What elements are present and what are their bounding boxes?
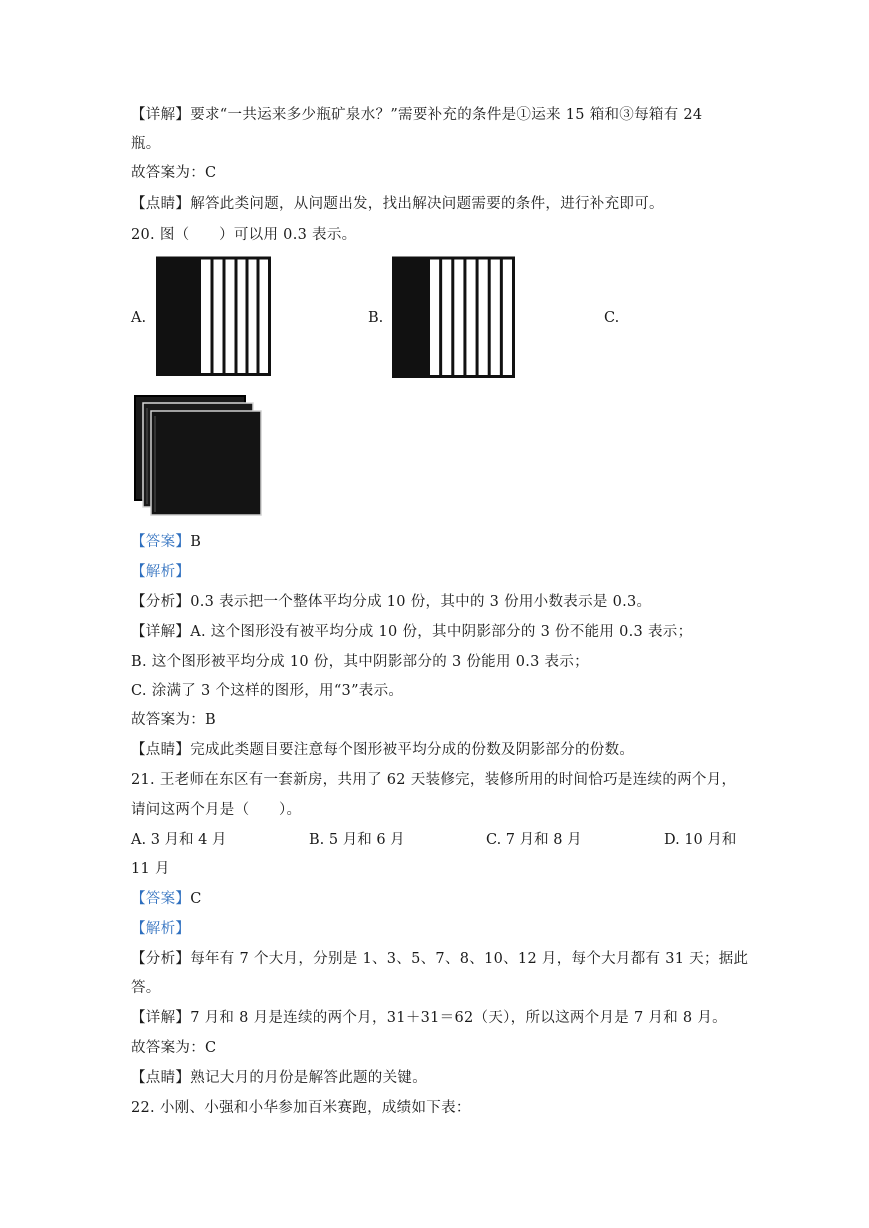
question-22: 22. 小刚、小强和小华参加百米赛跑，成绩如下表：	[131, 1100, 471, 1116]
q19-detail-wrap: 瓶。	[131, 136, 161, 152]
q20-final-answer: 故答案为：B	[131, 712, 216, 728]
q20-detail-c: C. 涂满了 3 个这样的图形，用“3”表示。	[131, 683, 404, 699]
tip-tag: 【点睛】	[131, 196, 191, 212]
q20-detail-line	[131, 622, 692, 642]
q20-analysis-tag: 【解析】	[131, 564, 191, 580]
q19-detail-line	[131, 105, 702, 125]
option-c-label: C.	[604, 310, 620, 326]
figure-b-strip-lines	[429, 258, 502, 376]
q20-tip-line	[131, 740, 634, 760]
detail-tag: 【详解】	[131, 107, 191, 123]
q21-tip-line	[131, 1068, 427, 1088]
detail-text: 7 月和 8 月是连续的两个月，31＋31＝62（天），所以这两个月是 7 月和 8 月。	[190, 1010, 727, 1026]
figure-c-square-3	[151, 411, 261, 515]
q21-fenxi-line	[131, 949, 748, 969]
q21-option-d: D. 10 月和	[664, 832, 737, 848]
figure-b	[392, 256, 516, 378]
figure-a	[156, 256, 272, 376]
detail-text: A. 这个图形没有被平均分成 10 份，其中阴影部分的 3 份不能用 0.3 表示；	[190, 624, 693, 640]
q19-final-answer: 故答案为：C	[131, 165, 217, 181]
figure-b-shaded	[393, 258, 428, 377]
question-20: 20. 图（ ）可以用 0.3 表示。	[131, 227, 357, 243]
q19-tip-line	[131, 194, 664, 214]
fenxi-text: 0.3 表示把一个整体平均分成 10 份，其中的 3 份用小数表示是 0.3。	[190, 594, 652, 610]
answer-value: C	[190, 891, 202, 907]
fenxi-text: 每年有 7 个大月，分别是 1、3、5、7、8、10、12 月，每个大月都有 31 天；据此	[190, 951, 749, 967]
q20-detail-b: B. 这个图形被平均分成 10 份，其中阴影部分的 3 份能用 0.3 表示；	[131, 654, 589, 670]
detail-tag: 【详解】	[131, 624, 191, 640]
fenxi-tag: 【分析】	[131, 594, 191, 610]
q21-option-d-wrap: 11 月	[131, 861, 170, 877]
option-b-label: B.	[368, 310, 384, 326]
q21-analysis-tag: 【解析】	[131, 921, 191, 937]
q21-answer-line	[131, 889, 202, 909]
question-21-line-1: 21. 王老师在东区有一套新房，共用了 62 天装修完，装修所用的时间恰巧是连续的两个月，	[131, 772, 737, 788]
tip-tag: 【点睛】	[131, 1070, 191, 1086]
q20-answer-line	[131, 532, 201, 552]
answer-tag: 【答案】	[131, 891, 191, 907]
tip-text: 熟记大月的月份是解答此题的关键。	[190, 1070, 428, 1086]
q21-option-b: B. 5 月和 6 月	[309, 832, 405, 848]
figure-c	[133, 394, 263, 518]
fenxi-tag: 【分析】	[131, 951, 191, 967]
q20-fenxi-line	[131, 592, 651, 612]
answer-tag: 【答案】	[131, 534, 191, 550]
answer-value: B	[190, 534, 202, 550]
tip-text: 解答此类问题，从问题出发，找出解决问题需要的条件，进行补充即可。	[190, 196, 664, 212]
q21-final-answer: 故答案为：C	[131, 1040, 217, 1056]
question-21-line-2: 请问这两个月是（ ）。	[131, 802, 302, 818]
tip-text: 完成此类题目要注意每个图形被平均分成的份数及阴影部分的份数。	[190, 742, 635, 758]
option-a-label: A.	[131, 310, 147, 326]
detail-tag: 【详解】	[131, 1010, 191, 1026]
tip-tag: 【点睛】	[131, 742, 191, 758]
figure-a-strip-lines	[212, 258, 258, 374]
q21-fenxi-wrap: 答。	[131, 980, 161, 996]
q21-detail-line	[131, 1008, 727, 1028]
figure-a-shaded	[157, 258, 201, 375]
q21-option-c: C. 7 月和 8 月	[486, 832, 582, 848]
q21-option-a: A. 3 月和 4 月	[131, 832, 227, 848]
detail-text: 要求“一共运来多少瓶矿泉水？”需要补充的条件是①运来 15 箱和③每箱有 24	[190, 107, 703, 123]
